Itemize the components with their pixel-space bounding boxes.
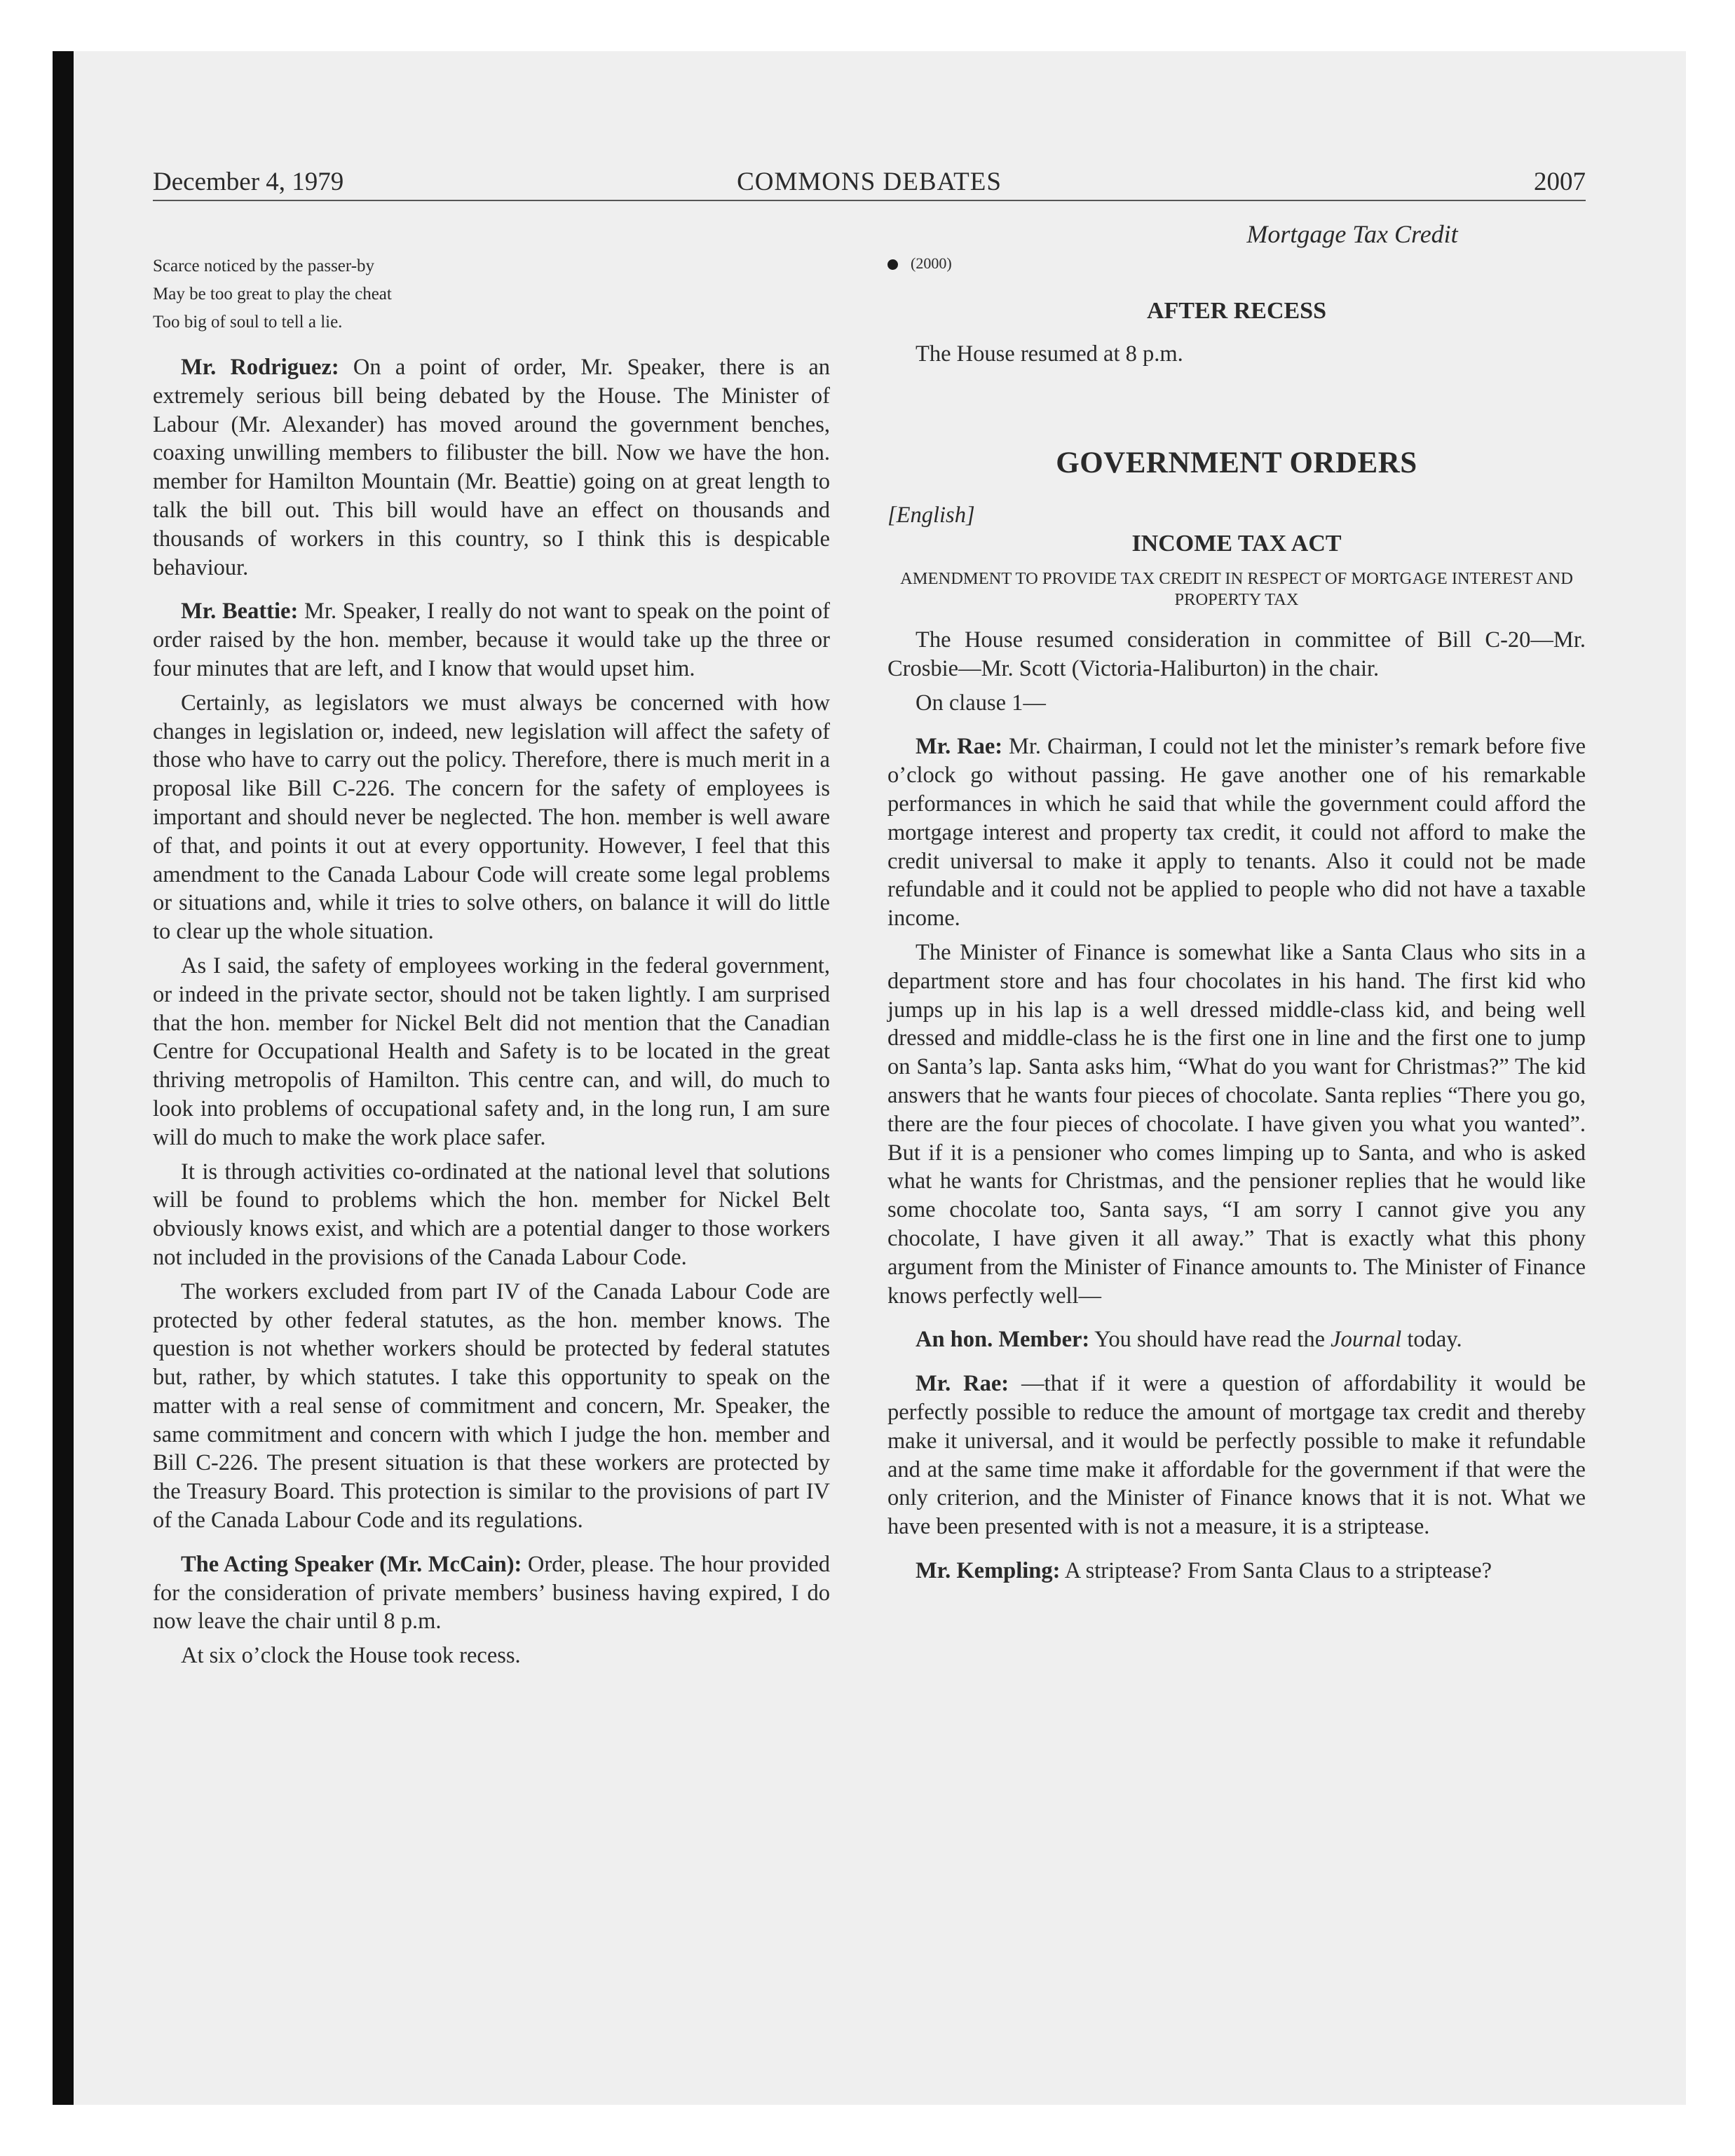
speech-text: Mr. Speaker, I really do not want to speak on the point of order raised by the hon. member, because it would take up the three or four minutes that are left, and I know that would upset him. [153, 599, 830, 681]
heading-income-tax-act: INCOME TAX ACT [1131, 531, 1342, 557]
page-header [153, 161, 1586, 203]
scan-edge [53, 51, 74, 2105]
timestamp [887, 250, 1586, 278]
paragraph: On clause 1— [916, 690, 1046, 716]
heading-after-recess: AFTER RECESS [1146, 298, 1326, 324]
speech-beattie [153, 597, 830, 683]
heading-amendment: AMENDMENT TO PROVIDE TAX CREDIT IN RESPECT OF MORTGAGE INTEREST AND PROPERTY TAX [900, 568, 1573, 609]
speech-text: —that if it were a question of affordability it would be perfectly possible to reduce the amount of mortgage tax credit and thereby make it universal, and it would be perfectly possible to make it refundable and at the same time make it affordable for the government if that were the only criterion, and the Minister of Finance knows that it is not. What we have been presented with is not a measure, it is a striptease. [887, 1371, 1586, 1540]
speaker-name: The Acting Speaker (Mr. McCain): [181, 1551, 522, 1577]
speech-text: On a point of order, Mr. Speaker, there is an extremely serious bill being debated by the House. The Minister of Labour (Mr. Alexander) has moved around the government benches, coaxing unwilling members to filibuster the bill. Now we have the hon. member for Hamilton Mountain (Mr. Beattie) going on at great length to talk the bill out. This bill would have an effect on thousands and thousands of workers in this country, so I think this is despicable behaviour. [153, 355, 830, 580]
header-rule [153, 200, 1586, 201]
speech-text: Mr. Chairman, I could not let the minister’s remark before five o’clock go without passing. He gave another one of his remarkable performances in which he said that while the government could afford the mortgage interest and property tax credit, it could not afford to make the credit universal to make it apply to tenants. Also it could not be made refundable and it could not be applied to people who did not have a taxable income. [887, 734, 1586, 932]
speech-rae [887, 732, 1586, 933]
speech-acting-speaker [153, 1550, 830, 1636]
timestamp-text: (2000) [911, 254, 952, 272]
paragraph: The workers excluded from part IV of the Canada Labour Code are protected by other federal statutes, as the hon. member knows. The question is not whether workers should be protected by federal statutes but, rather, by which statutes. I take this opportunity to speak on the matter with a real sense of commitment and concern, Mr. Speaker, the same commitment and concern with which I judge the hon. member and Bill C-226. The present situation is that these workers are protected by the Treasury Board. This protection is similar to the provisions of part IV of the Canada Labour Code and its regulations. [153, 1278, 830, 1534]
paragraph: The House resumed consideration in committee of Bill C-20—Mr. Crosbie—Mr. Scott (Victoria-Haliburton) in the chair. [887, 627, 1586, 681]
poem-line: Scarce noticed by the passer-by [153, 257, 375, 275]
speech-hon-member [887, 1325, 1586, 1354]
speech-rae-continued [887, 1370, 1586, 1541]
poem-line: Too big of soul to tell a lie. [153, 313, 343, 332]
left-column [153, 219, 830, 1670]
speech-text: A striptease? From Santa Claus to a striptease? [1060, 1557, 1492, 1583]
right-column [887, 219, 1586, 1585]
speaker-name: Mr. Rae: [916, 1371, 1009, 1397]
speaker-name: An hon. Member: [916, 1327, 1090, 1353]
header-date: December 4, 1979 [153, 168, 344, 196]
speaker-name: Mr. Rae: [916, 734, 1003, 760]
paragraph: It is through activities co-ordinated at the national level that solutions will be found to problems which the hon. member for Nickel Belt obviously knows exist, and which are a potential danger to those workers not included in the provisions of the Canada Labour Code. [153, 1159, 830, 1270]
heading-government-orders: GOVERNMENT ORDERS [1056, 446, 1417, 479]
speech-kempling [887, 1557, 1586, 1585]
paragraph: As I said, the safety of employees working in the federal government, or indeed in the private sector, should not be taken lightly. I am surprised that the hon. member for Nickel Belt did not mention that the Canadian Centre for Occupational Health and Safety is to be located in the great thriving metropolis of Hamilton. This centre can, and will, do much to look into problems of occupational safety and, in the long run, I am sure will do much to make the work place safer. [153, 953, 830, 1150]
speech-text: You should have read the [1089, 1327, 1331, 1353]
poem-quote [153, 252, 830, 336]
speech-rodriguez [153, 353, 830, 582]
language-marker: [English] [887, 503, 975, 528]
speaker-name: Mr. Beattie: [181, 599, 299, 625]
poem-line: May be too great to play the cheat [153, 285, 392, 303]
bullet-icon [887, 259, 898, 270]
paragraph: At six o’clock the House took recess. [181, 1643, 521, 1669]
running-head: Mortgage Tax Credit [1246, 220, 1458, 248]
page-number: 2007 [1534, 168, 1586, 196]
paragraph: The House resumed at 8 p.m. [916, 341, 1183, 367]
paragraph: Certainly, as legislators we must always be concerned with how changes in legislation or, indeed, new legislation will affect the safety of those who have to carry out the policy. Therefore, there is much merit in a proposal like Bill C-226. The concern for the safety of employees is important and should never be neglected. The hon. member is well aware of that, and points it out at every opportunity. However, I feel that this amendment to the Canada Labour Code will create some legal problems or situations and, while it tries to solve others, on balance it will do little to clear up the whole situation. [153, 690, 830, 945]
speaker-name: Mr. Kempling: [916, 1557, 1061, 1583]
speech-text: today. [1401, 1327, 1462, 1353]
speaker-name: Mr. Rodriguez: [181, 355, 339, 380]
journal-title: Journal [1331, 1327, 1402, 1353]
paragraph: The Minister of Finance is somewhat like a Santa Claus who sits in a department store and has four chocolates in his hand. The first kid who jumps up in his lap is a well dressed middle-class kid, and being well dressed and middle-class he is the first one in line and the first one to jump on Santa’s lap. Santa asks him, “What do you want for Christmas?” The kid answers that he wants four pieces of chocolate. Santa replies “There you go, there are the four pieces of chocolate. I have given you what you wanted”. But if it is a pensioner who comes limping up to Santa, and who is asked what he wants for Christmas, and the pensioner replies that he would like some chocolate too, Santa says, “I am sorry I cannot give you any chocolate, I have given it all away.” That is exactly what this phony argument from the Minister of Finance amounts to. The Minister of Finance knows perfectly well— [887, 939, 1586, 1309]
speech-text: Order, please. The hour provided for the consideration of private members’ business having expired, I do now leave the chair until 8 p.m. [153, 1551, 830, 1635]
header-title: COMMONS DEBATES [737, 168, 1002, 196]
